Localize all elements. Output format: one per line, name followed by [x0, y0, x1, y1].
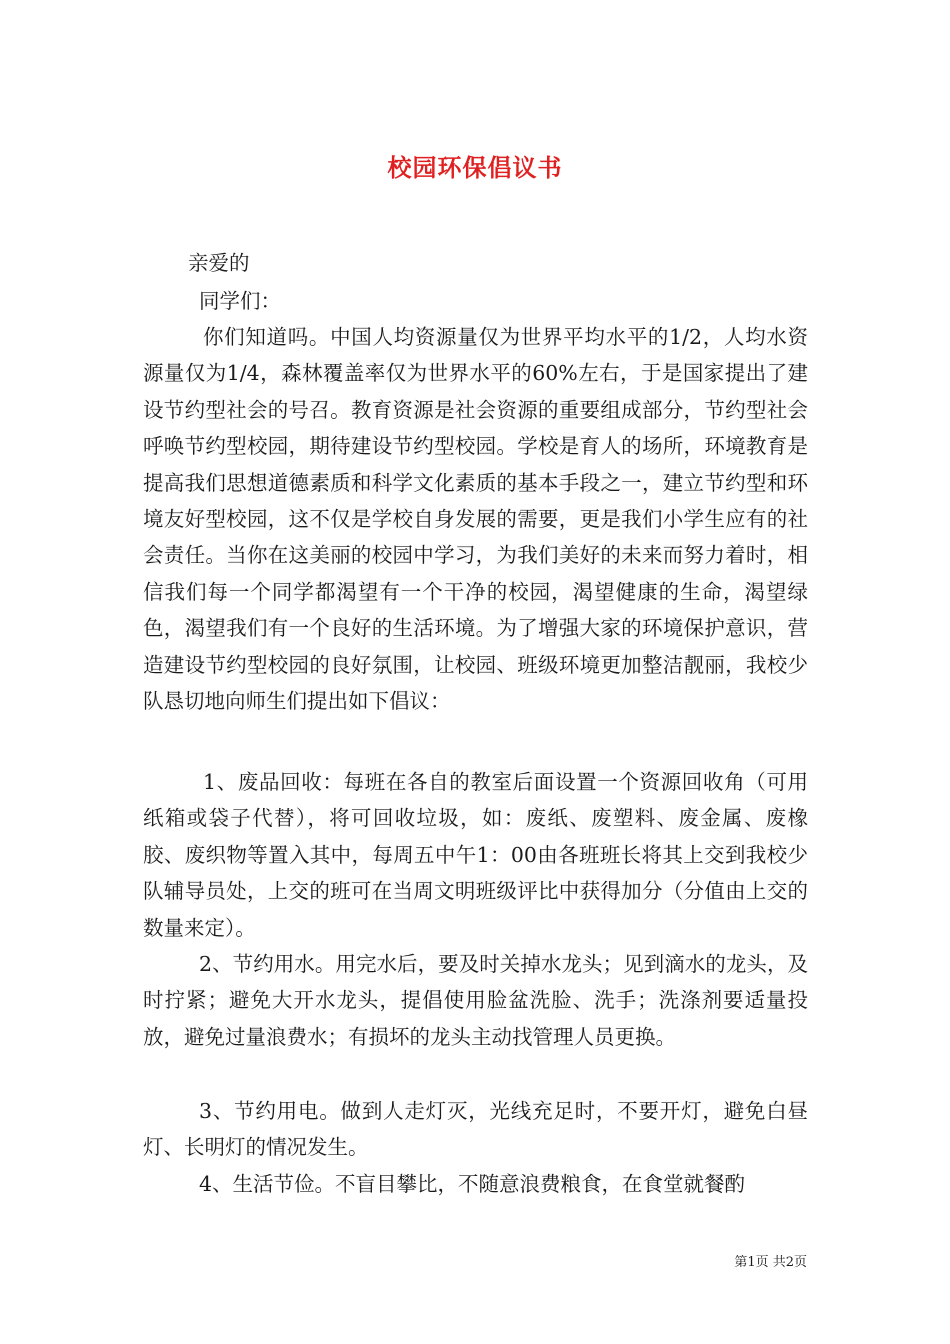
salutation-line-1: 亲爱的 — [188, 251, 250, 275]
proposal-item-3: 3、节约用电。做到人走灯灭，光线充足时，不要开灯，避免白昼灯、长明灯的情况发生。 — [143, 1099, 808, 1160]
page-number-footer: 第1页 共2页 — [734, 1255, 807, 1270]
proposal-item-2: 2、节约用水。用完水后，要及时关掉水龙头；见到滴水的龙头，及时拧紧；避免大开水龙头，提倡使用脸盆洗脸、洗手；洗涤剂要适量投放，避免过量浪费水；有损坏的龙头主动找管理人员更换。 — [143, 952, 808, 1049]
document-title: 校园环保倡议书 — [387, 153, 563, 183]
proposal-item-1: 1、废品回收：每班在各自的教室后面设置一个资源回收角（可用纸箱或袋子代替），将可回收垃圾，如：废纸、废塑料、废金属、废橡胶、废织物等置入其中，每周五中午1：00由各班班长将其上交到我校少队辅导员处，上交的班可在当周文明班级评比中获得加分（分值由上交的数量来定）。 — [143, 770, 808, 940]
salutation-line-2: 同学们： — [199, 289, 281, 313]
proposal-item-4: 4、生活节俭。不盲目攀比，不随意浪费粮食，在食堂就餐酌 — [199, 1172, 746, 1196]
intro-paragraph: 你们知道吗。中国人均资源量仅为世界平均水平的1/2，人均水资源量仅为1/4，森林覆盖率仅为世界水平的60%左右，于是国家提出了建设节约型社会的号召。教育资源是社会资源的重要组成部分，节约型社会呼唤节约型校园，期待建设节约型校园。学校是育人的场所，环境教育是提高我们思想道德素质和科学文化素质的基本手段之一，建立节约型和环境友好型校园，这不仅是学校自身发展的需要，更是我们小学生应有的社会责任。当你在这美丽的校园中学习，为我们美好的未来而努力着时，相信我们每一个同学都渴望有一个干净的校园，渴望健康的生命，渴望绿色，渴望我们有一个良好的生活环境。为了增强大家的环境保护意识，营造建设节约型校园的良好氛围，让校园、班级环境更加整洁靓丽，我校少队恳切地向师生们提出如下倡议： — [143, 325, 808, 714]
